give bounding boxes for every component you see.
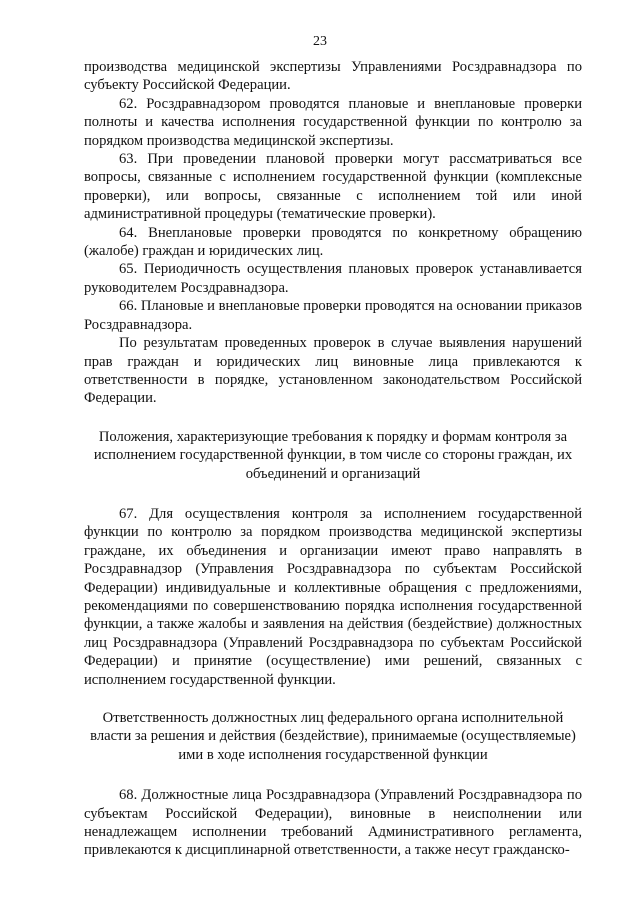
paragraph-63: 63. При проведении плановой проверки могут рассматриваться все вопросы, связанные с исполнением государственной функции (комплексные проверки), или вопросы, связанные с исполнением той или иной административной процедуры (тематические проверки). xyxy=(84,151,582,223)
paragraph-results: По результатам проведенных проверок в случае выявления нарушений прав граждан и юридических лиц виновные лица привлекаются к ответственности в порядке, установленном законодательством Российской Федерации. xyxy=(84,335,582,407)
paragraph-67: 67. Для осуществления контроля за исполнением государственной функции по контролю за порядком производства медицинской экспертизы граждане, их объединения и организации имеют право направлять в Росздравнадзор (Управления Росздравнадзора по субъектам Российской Федерации) индивидуальные и коллективные обращения с предложениями, рекомендациями по совершенствованию порядка исполнения государственной функции, а также жалобы и заявления на действия (бездействие) должностных лиц Росздравнадзора (Управлений Росздравнадзора по субъектам Российской Федерации) и принятие (осуществление) ими решений, связанных с исполнением государственной функции. xyxy=(84,505,582,688)
page-number: 23 xyxy=(313,34,327,49)
paragraph-64: 64. Внеплановые проверки проводятся по конкретному обращению (жалобе) граждан и юридических лиц. xyxy=(84,224,582,260)
section-heading-control: Положения, характеризующие требования к порядку и формам контроля за исполнением государственной функции, в том числе со стороны граждан, их объединений и организаций xyxy=(93,428,573,482)
section-heading-responsibility: Ответственность должностных лиц федерального органа исполнительной власти за решения и действия (бездействие), принимаемые (осуществляемые) ими в ходе исполнения государственной функции xyxy=(90,710,576,763)
paragraph-65: 65. Периодичность осуществления плановых проверок устанавливается руководителем Росздравнадзора. xyxy=(84,261,582,296)
document-body xyxy=(84,58,582,860)
paragraph-continuation: производства медицинской экспертизы Управлениями Росздравнадзора по субъекту Российской Федерации. xyxy=(84,59,582,94)
paragraph-68: 68. Должностные лица Росздравнадзора (Управлений Росздравнадзора по субъектам Российской Федерации), виновные в неисполнении или ненадлежащем исполнении требований Административного регламента, привлекаются к дисциплинарной ответственности, а также несут гражданско- xyxy=(84,787,582,859)
paragraph-62: 62. Росздравнадзором проводятся плановые и внеплановые проверки полноты и качества исполнения государственной функции по контролю за порядком производства медицинской экспертизы. xyxy=(84,95,582,149)
paragraph-66: 66. Плановые и внеплановые проверки проводятся на основании приказов Росздравнадзора. xyxy=(84,298,582,333)
